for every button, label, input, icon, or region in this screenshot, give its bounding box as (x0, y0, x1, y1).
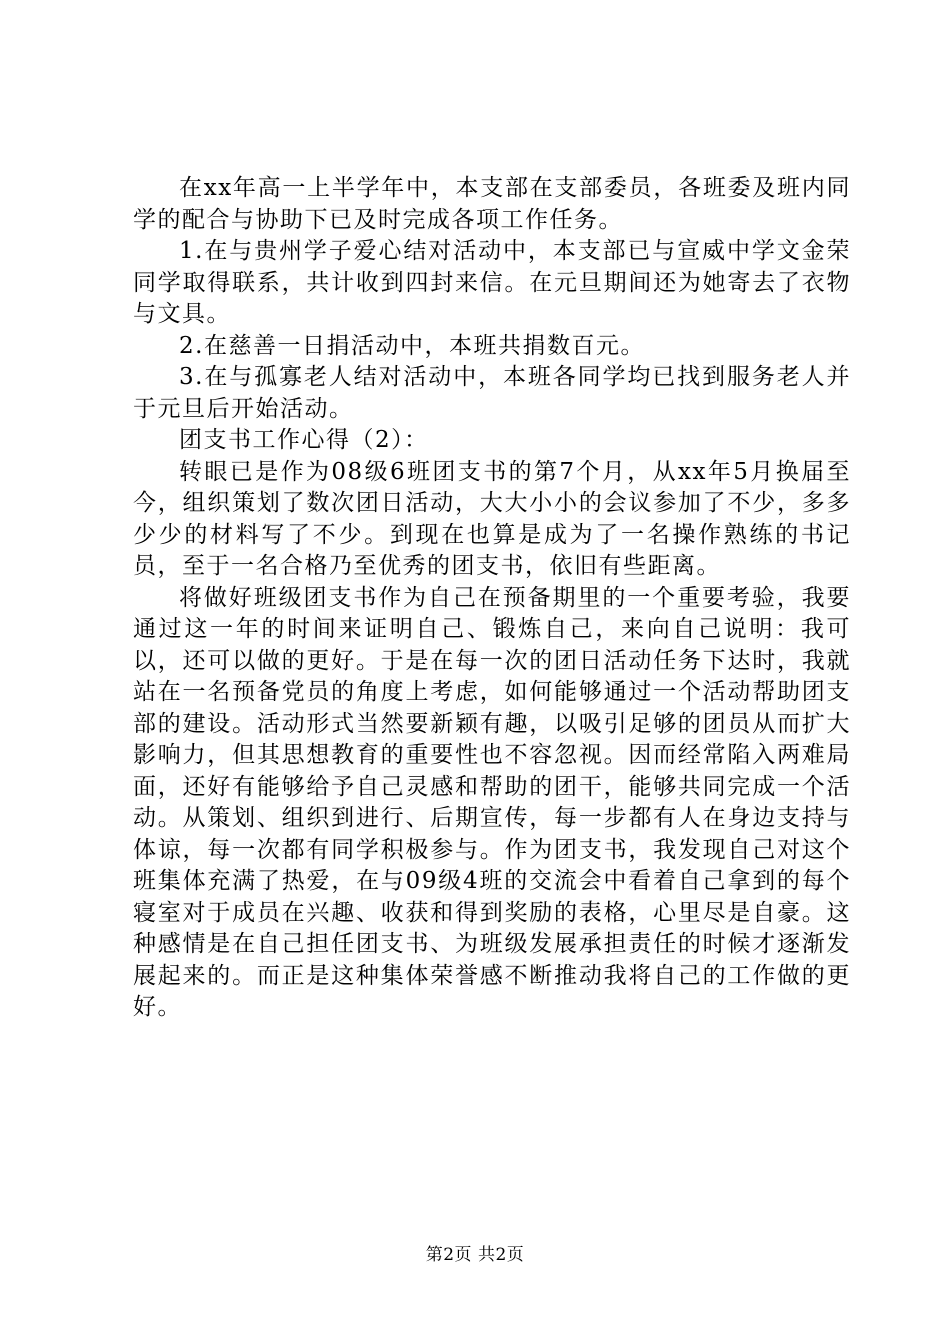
paragraph-item-1: 1.在与贵州学子爱心结对活动中，本支部已与宣威中学文金荣同学取得联系，共计收到四封来信。在元旦期间还为她寄去了衣物与文具。 (133, 238, 851, 327)
paragraph-body-1: 转眼已是作为08级6班团支书的第7个月，从xx年5月换届至今，组织策划了数次团日活动，大大小小的会议参加了不少，多多少少的材料写了不少。到现在也算是成为了一名操作熟练的书记员，至于一名合格乃至优秀的团支书，依旧有些距离。 (133, 458, 851, 579)
document-body (133, 173, 851, 1024)
paragraph-item-3: 3.在与孤寡老人结对活动中，本班各同学均已找到服务老人并于元旦后开始活动。 (133, 364, 851, 422)
paragraph-intro: 在xx年高一上半学年中，本支部在支部委员，各班委及班内同学的配合与协助下已及时完成各项工作任务。 (133, 175, 851, 233)
section-heading: 团支书工作心得（2）： (179, 427, 429, 453)
page-footer: 第2页 共2页 (425, 1245, 525, 1265)
paragraph-item-2: 2.在慈善一日捐活动中，本班共捐数百元。 (179, 332, 645, 359)
paragraph-body-2: 将做好班级团支书作为自己在预备期里的一个重要考验，我要通过这一年的时间来证明自己、锻炼自己，来向自己说明：我可以，还可以做的更好。于是在每一次的团日活动任务下达时，我就站在一名预备党员的角度上考虑，如何能够通过一个活动帮助团支部的建设。活动形式当然要新颖有趣，以吸引足够的团员从而扩大影响力，但其思想教育的重要性也不容忽视。因而经常陷入两难局面，还好有能够给予自己灵感和帮助的团干，能够共同完成一个活动。从策划、组织到进行、后期宣传，每一步都有人在身边支持与体谅，每一次都有同学积极参与。作为团支书，我发现自己对这个班集体充满了热爱，在与09级4班的交流会中看着自己拿到的每个寝室对于成员在兴趣、收获和得到奖励的表格，心里尽是自豪。这种感情是在自己担任团支书、为班级发展承担责任的时候才逐渐发展起来的。而正是这种集体荣誉感不断推动我将自己的工作做的更好。 (133, 584, 851, 1020)
